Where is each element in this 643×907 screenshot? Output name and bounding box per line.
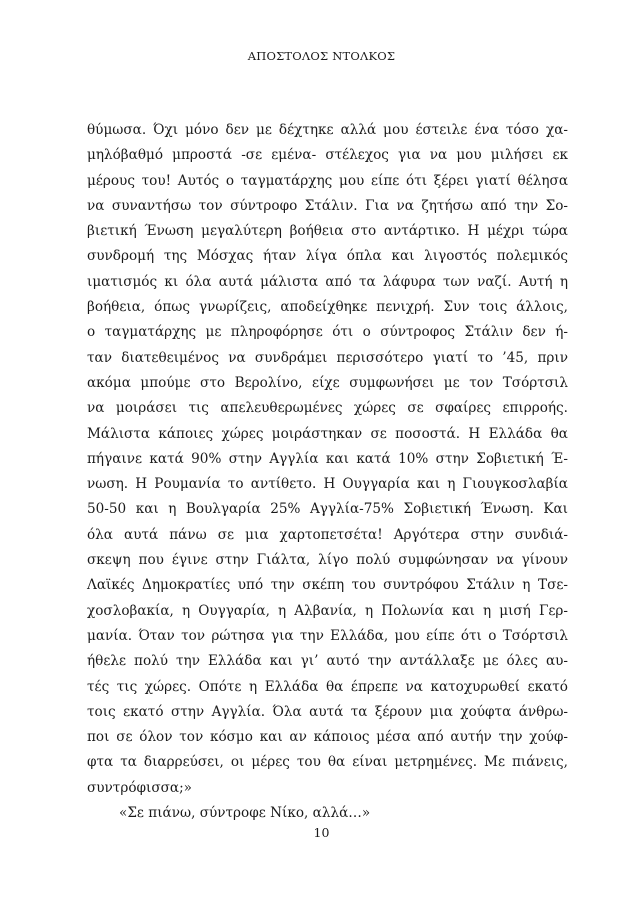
text-line: συνδρομή της Μόσχας ήταν λίγα όπλα και λιγοστός πολεμικός: [87, 248, 568, 265]
text-line: βιετική Ένωση μεγαλύτερη βοήθεια στο αντάρτικο. Η μέχρι τώρα: [87, 223, 568, 240]
text-line: όλα αυτά πάνω σε μια χαρτοπετσέτα! Αργότερα στην συνδιά-: [87, 526, 568, 543]
text-line: τές τις χώρες. Οπότε η Ελλάδα θα έπρεπε να κατοχυρωθεί εκατό: [87, 678, 568, 695]
text-line: Λαϊκές Δημοκρατίες υπό την σκέπη του συντρόφου Στάλιν η Τσε-: [87, 577, 568, 594]
text-line: βοήθεια, όπως γνωρίζεις, αποδείχθηκε πενιχρή. Συν τοις άλλοις,: [87, 299, 568, 316]
text-line: ο ταγματάρχης με πληροφόρησε ότι ο σύντροφος Στάλιν δεν ή-: [87, 324, 568, 341]
text-line: ταν διατεθειμένος να συνδράμει περισσότερο γιατί το ’45, πριν: [87, 349, 568, 366]
text-line: σκεψη που έγινε στην Γιάλτα, λίγο πολύ συμφώνησαν να γίνουν: [87, 552, 568, 569]
text-line: πήγαινε κατά 90% στην Αγγλία και κατά 10% στην Σοβιετική Έ-: [87, 450, 568, 467]
page-number: 10: [313, 825, 330, 840]
text-line: συντρόφισσα;»: [87, 779, 192, 796]
text-line: να συναντήσω τον σύντροφο Στάλιν. Για να ζητήσω από την Σο-: [87, 197, 568, 214]
text-line: Μάλιστα κάποιες χώρες μοιράστηκαν σε ποσοστά. Η Ελλάδα θα: [87, 425, 568, 442]
text-line: θύμωσα. Όχι μόνο δεν με δέχτηκε αλλά μου έστειλε ένα τόσο χα-: [87, 122, 568, 138]
text-line: ήθελε πολύ την Ελλάδα και γι’ αυτό την αντάλλαξε με όλες αυ-: [87, 653, 568, 670]
text-line: να μοιράσει τις απελευθερωμένες χώρες σε σφαίρες επιρροής.: [87, 400, 568, 417]
text-line: φτα τα διαρρεύσει, οι μέρες του θα είναι μετρημένες. Με πιάνεις,: [87, 754, 568, 771]
body-text: [87, 118, 568, 826]
text-line: 50-50 και η Βουλγαρία 25% Αγγλία-75% Σοβιετική Ένωση. Και: [87, 501, 568, 518]
text-line: νωση. Η Ρουμανία το αντίθετο. Η Ουγγαρία και η Γιουγκοσλαβία: [87, 476, 568, 493]
text-line: ποι σε όλον τον κόσμο και αν κάποιος μέσα από αυτήν την χούφ-: [87, 729, 568, 746]
text-line: μανία. Όταν τον ρώτησα για την Ελλάδα, μου είπε ότι ο Τσόρτσιλ: [87, 627, 568, 644]
dialogue-line: «Σε πιάνω, σύντροφε Νίκο, αλλά…»: [119, 805, 371, 822]
text-line: χοσλοβακία, η Ουγγαρία, η Αλβανία, η Πολωνία και η μισή Γερ-: [87, 602, 568, 619]
text-line: ακόμα μπούμε στο Βερολίνο, είχε συμφωνήσει με τον Τσόρτσιλ: [87, 374, 568, 391]
text-line: ιματισμός κι όλα αυτά μάλιστα από τα λάφυρα των ναζί. Αυτή η: [87, 273, 568, 290]
running-header: ΑΠΟΣΤΟΛΟΣ ΝΤΟΛΚΟΣ: [247, 49, 396, 63]
text-line: μέρους του! Αυτός ο ταγματάρχης μου είπε ότι ξέρει γιατί θέλησα: [87, 172, 568, 189]
text-line: τοις εκατό στην Αγγλία. Όλα αυτά τα ξέρουν μια χούφτα άνθρω-: [87, 703, 568, 720]
text-line: μηλόβαθμό μπροστά -σε εμένα- στέλεχος για να μου μιλήσει εκ: [87, 147, 568, 164]
